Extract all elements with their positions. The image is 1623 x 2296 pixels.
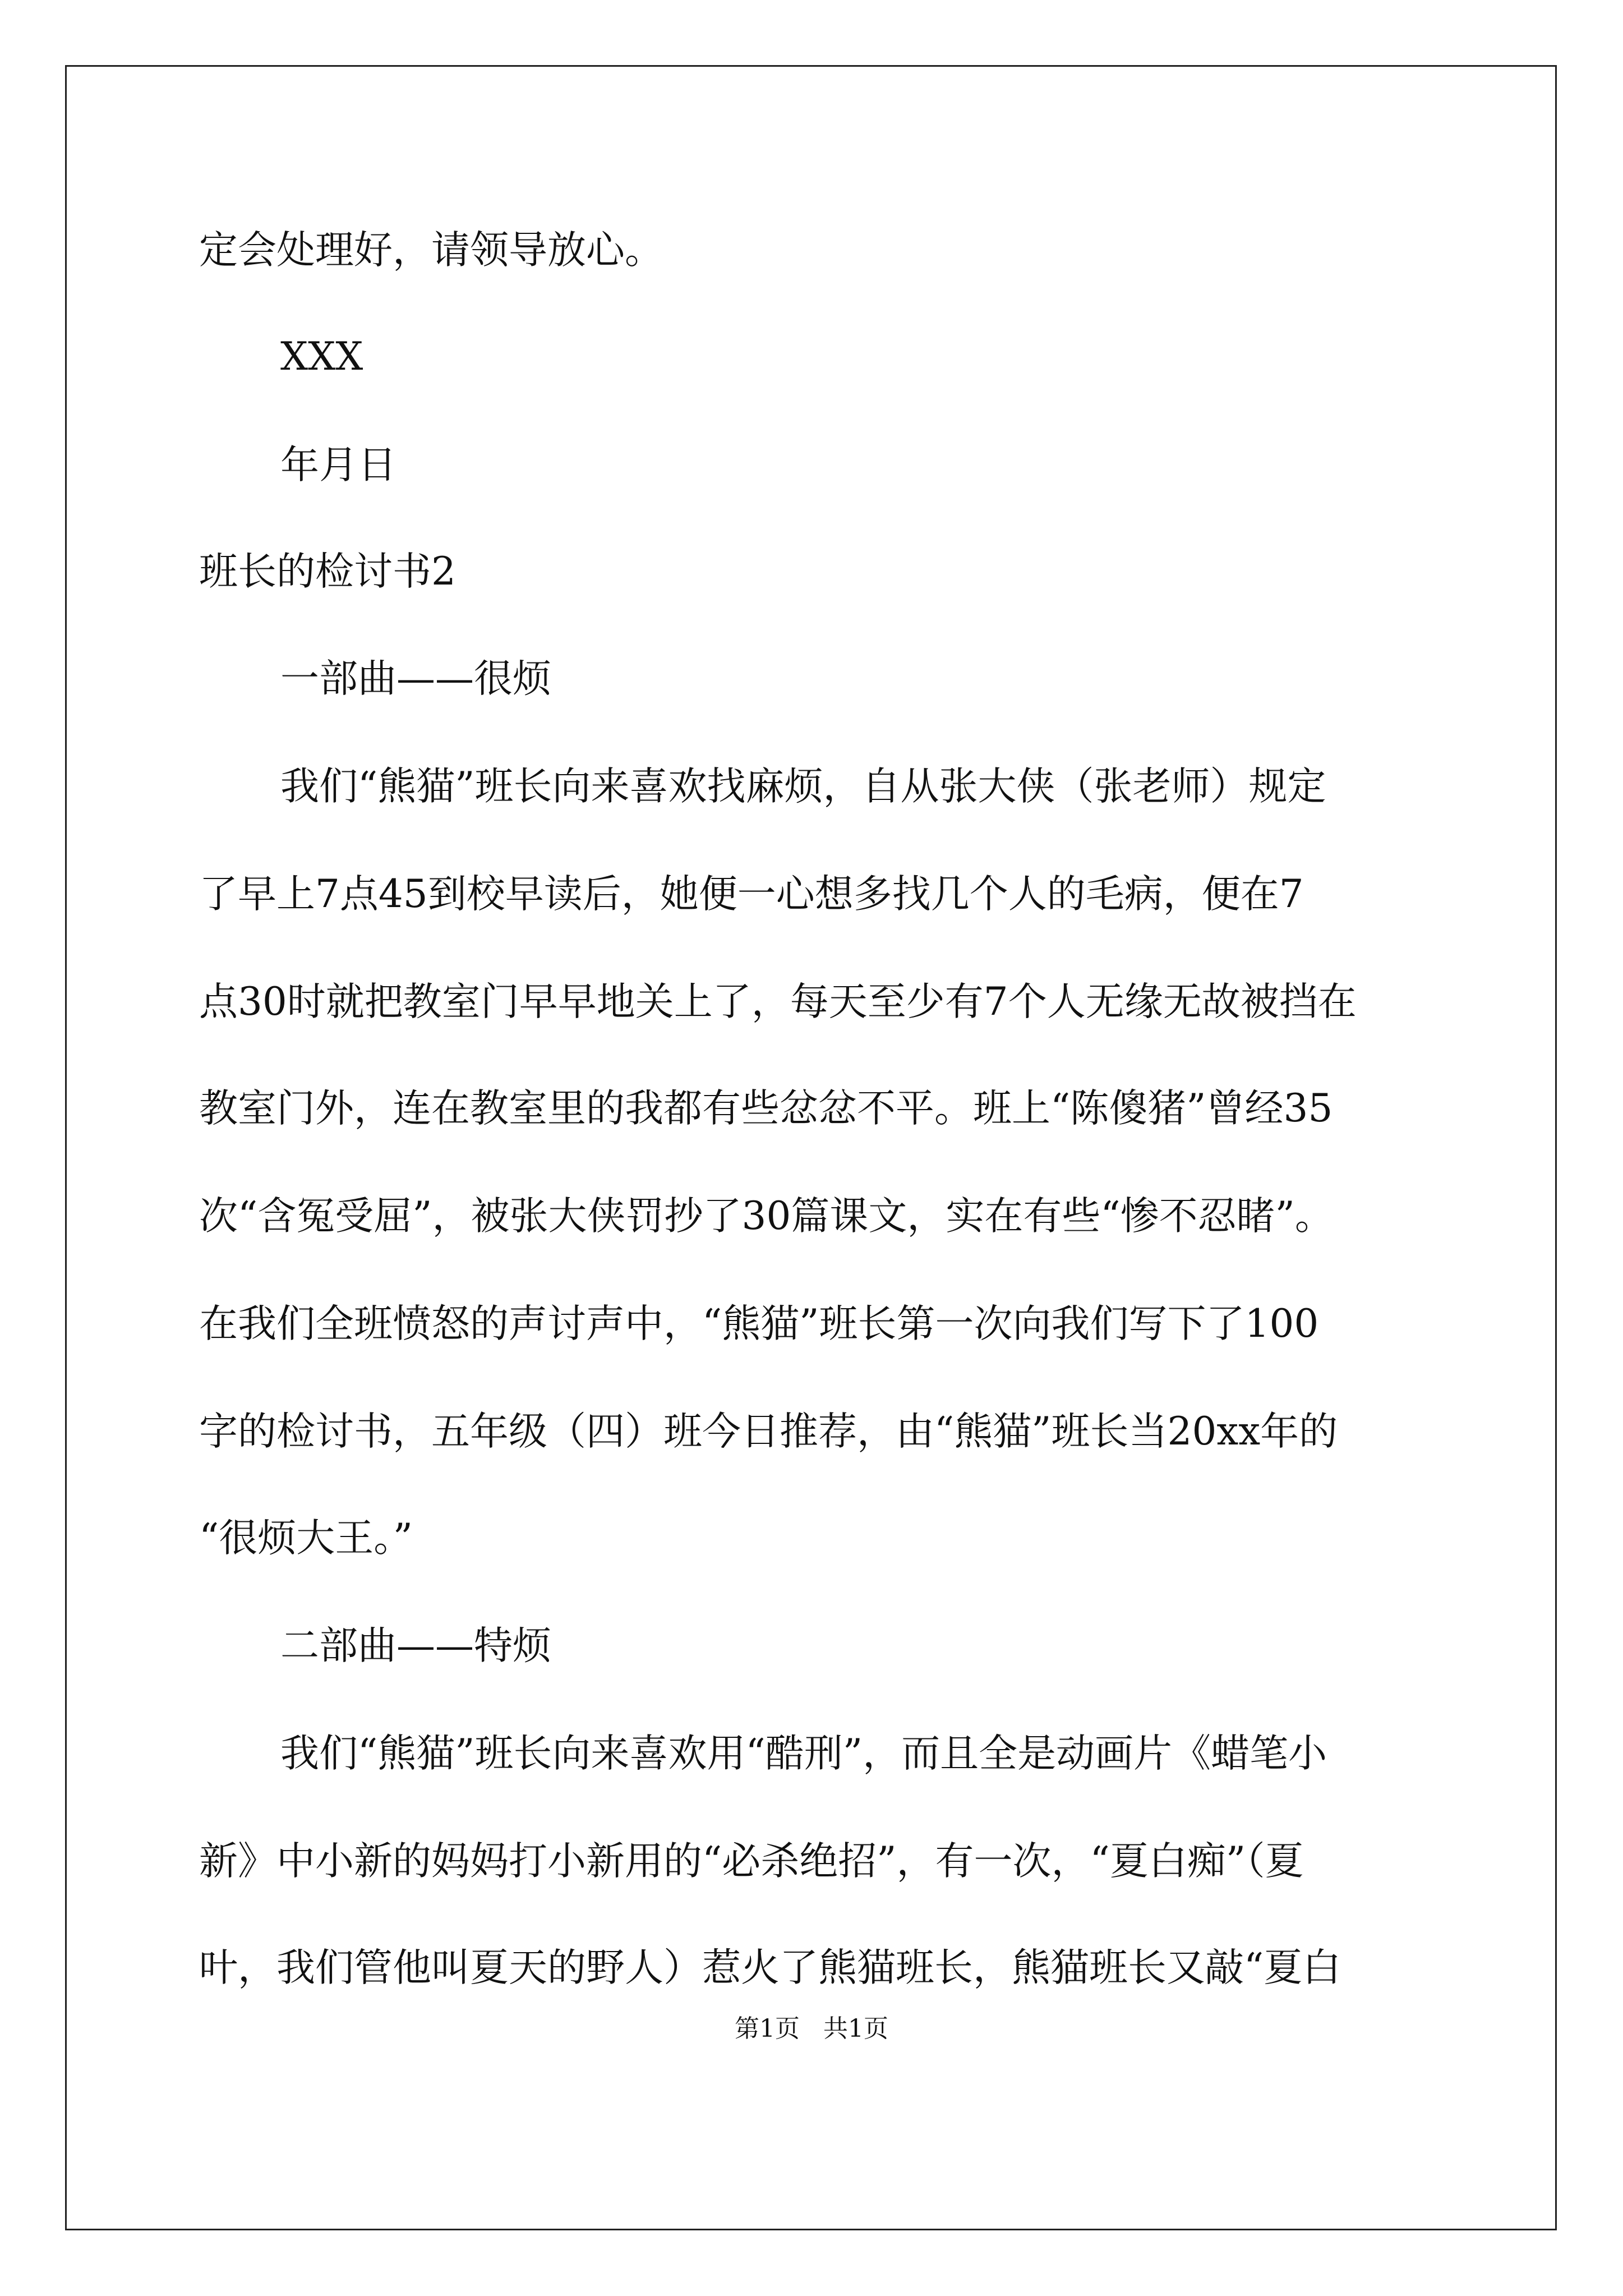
subheading-part-one: 一部曲——很烦 xyxy=(280,656,551,701)
paragraph-line: 在我们全班愤怒的声讨声中，“熊猫”班长第一次向我们写下了100 xyxy=(199,1301,1319,1346)
paragraph-line: 了早上7点45到校早读后，她便一心想多找几个人的毛病，便在7 xyxy=(199,872,1304,917)
paragraph-line: “很烦大王。” xyxy=(199,1516,413,1561)
paragraph-line: 次“含冤受屈”，被张大侠罚抄了30篇课文，实在有些“惨不忍睹”。 xyxy=(199,1194,1334,1239)
signature-date: 年月日 xyxy=(280,443,396,487)
paragraph-line: 我们“熊猫”班长向来喜欢找麻烦，自从张大侠（张老师）规定 xyxy=(280,764,1326,809)
paragraph-line: 我们“熊猫”班长向来喜欢用“酷刑”，而且全是动画片《蜡笔小 xyxy=(280,1731,1327,1776)
paragraph-line: 点30时就把教室门早早地关上了，每天至少有7个人无缘无故被挡在 xyxy=(199,979,1357,1024)
subheading-part-two: 二部曲——特烦 xyxy=(280,1623,551,1668)
text-line-1: 定会处理好，请领导放心。 xyxy=(199,228,663,273)
section-heading: 班长的检讨书2 xyxy=(199,549,456,594)
paragraph-line: 字的检讨书，五年级（四）班今日推荐，由“熊猫”班长当20xx年的 xyxy=(199,1409,1338,1454)
paragraph-line: 新》中小新的妈妈打小新用的“必杀绝招”，有一次，“夏白痴”（夏 xyxy=(199,1839,1304,1884)
signature-name: XXX xyxy=(280,334,363,379)
page-border xyxy=(65,65,1557,2230)
page-footer: 第1页 共1页 xyxy=(735,2014,888,2043)
paragraph-line: 教室门外，连在教室里的我都有些忿忿不平。班上“陈傻猪”曾经35 xyxy=(199,1086,1333,1131)
paragraph-line: 叶，我们管他叫夏天的野人）惹火了熊猫班长，熊猫班长又敲“夏白 xyxy=(199,1945,1341,1990)
